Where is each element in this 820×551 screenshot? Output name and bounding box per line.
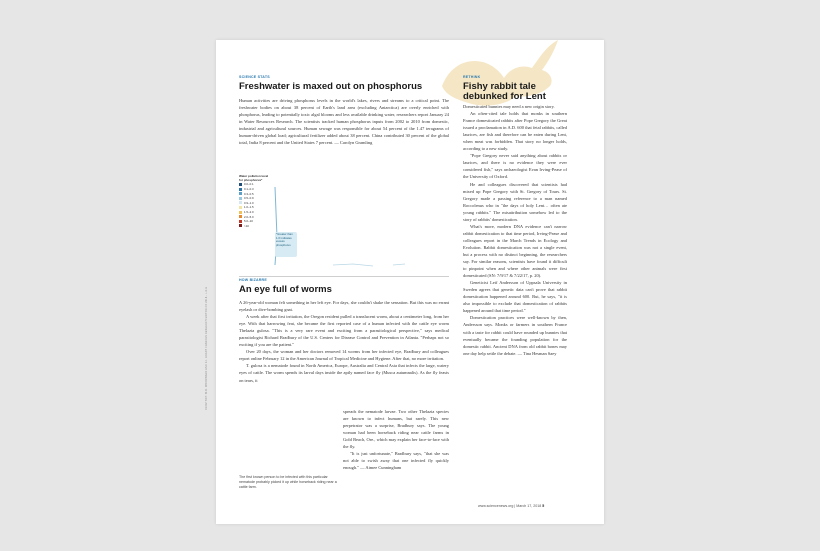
legend-label: 2.0–5.0 [244,214,254,219]
legend-label: 0.1–0.3 [244,187,254,192]
world-map-graphic [273,177,447,269]
article-body [463,103,567,357]
legend-label: >10 [244,223,249,228]
paragraph: A 26-year-old woman felt something in her left eye. For days, she couldn't shake the sensation. But this was no errant eyelash or dive-bombing gnat. [239,300,449,313]
legend-swatch [239,224,242,227]
paragraph: "Pope Gregory never said anything about rabbits or laurices, and there is no evidence they were ever considered fish," says archaeologist Evan Irving-Pease of the University of Oxford. [463,153,567,180]
article-title: Freshwater is maxed out on phosphorus [239,81,423,92]
article-body [239,97,449,146]
paragraph: "It is just unfortunate," Bradbury says, "that she was not able to swish away that one infected fly quickly enough." — Aimee Cunningham [343,451,449,471]
section-kicker: RETHINK [463,75,481,79]
legend-swatch [239,211,242,214]
phosphorus-map [239,175,449,273]
paragraph: An often-cited tale holds that monks in southern France domesticated rabbits after Pope Gregory the Great issued a proclamation in A.D. 600 that fetal rabbits, called laurices, are fish and therefore can be eaten during Lent, when meat was forbidden. That story no longer holds, according to a new study. [463,111,567,152]
legend-swatch [239,192,242,195]
legend-label: 0.5–0.9 [244,196,254,201]
magazine-page [205,40,604,524]
paragraph: spreads the nematode larvae. Two other Thelazia species are known to infect humans, but rarely. This new perpetrator was a surprise, Bradbury says. The young woman had been horseback riding near cattle farms in Gold Beach, Ore., which may explain her face-to-face with the fly. [343,409,449,450]
legend-swatch [239,188,242,191]
paragraph: What's more, modern DNA evidence can't narrow rabbit domestication to that time period, Irving-Pease and colleagues report in the March Trends in Ecology and Evolution. Rabbit domestication was not a single event, but a process with no distinct beginning, the researchers say. For similar reasons, scientists have found it difficult to pinpoint when and where other animals were first domesticated (SN: 7/9/17 & 7/22/17, p. 20). [463,223,567,279]
paragraph: He and colleagues discovered that scientists had mixed up Pope Gregory with St. Gregory of Tours. St. Gregory made a passing reference to a man named Roccolenus who in "the days of holy Lent… often ate young rabbits." The misattribution somehow led to the story of rabbits' domestication. [463,181,567,222]
section-divider [239,276,449,277]
paragraph: A week after that first irritation, the Oregon resident pulled a translucent worm, about a centimeter long, from her eye. With that harrowing feat, she became the first reported case of a human infected with the cattle eye worm Thelazia gulosa. "This is a very rare event and exciting from a parasitological perspective," says medical parasitologist Richard Bradbury of the U.S. Centers for Disease Control and Prevention in Atlanta. "Perhaps not so exciting if you are the patient." [239,314,449,348]
photo-caption: The first known person to be infected with this particular nematode probably picked it up while horseback riding near a cattle farm. [239,475,337,490]
page-number: 5 [542,504,545,508]
page-footer: www.sciencenews.org | March 17, 2018 5 [478,504,545,508]
legend-swatch [239,206,242,209]
article-deck: Domesticated bunnies may need a new origin story. [463,104,555,109]
legend-swatch [239,197,242,200]
legend-label: 0.0–0.1 [244,182,254,187]
section-kicker: HOW BIZARRE [239,278,267,282]
map-legend [239,175,273,228]
paragraph: Geneticist Leif Andersson of Uppsala University in Sweden agrees that genetic data can't prove that rabbit domestication happened around 600. But, he says, "it is also impossible to exclude that domestication of rabbits happened around that time period." [463,280,567,314]
paragraph: T. gulosa is a nematode found in North America, Europe, Australia and Central Asia that infects the large, watery eyes of cattle. The worm spends its larval days inside the aptly named face fly (Musca autumnalis). As the fly feasts on tears, it [239,363,449,383]
legend-swatch [239,201,242,204]
website-url[interactable]: www.sciencenews.org [478,504,514,508]
legend-swatch [239,183,242,186]
section-kicker: SCIENCE STATS [239,75,270,79]
legend-label: 5.0–10 [244,219,253,224]
article-title: Fishy rabbit tale debunked for Lent [463,81,546,102]
legend-title: Water pollution level for phosphorus* [239,174,269,182]
photo-credit: FROM TOP: W.M. WOODWARD AND K.I. GRANT FRANCES RESEARCH EDITOR OF 2018 - L.D.G [205,286,208,410]
legend-swatch [239,215,242,218]
paragraph: Domestication practices were well-known by then, Andersson says. Monks or farmers in southern France with a taste for rabbit could have rounded up bunnies that eventually became the founding population for the domestic rabbit. Ancient DNA from old rabbit bones may one day help settle the debate. — Tina Hesman Saey [463,315,567,356]
paragraph: Human activities are driving phosphorus levels in the world's lakes, rivers and streams to a critical point. The freshwater bodies on about 38 percent of Earth's land area (excluding Antarctica) are overly enriched with phosphorus, leading to potentially toxic algal blooms and less available drinking water, researchers report January 24 in Water Resources Research. The scientists tracked human phosphorus inputs from 2002 to 2010 from domestic, industrial and agricultural sources. Human sewage was responsible for about 54 percent of the 1.47 teragrams of human-driven global load; agricultural fertilizer added about 38 percent. China contributed 30 percent of the global total, India 8 percent and the United States 7 percent. — Carolyn Gramling [239,98,449,146]
legend-label: 0.3–0.5 [244,191,254,196]
article-body-continued [343,408,449,471]
legend-swatch [239,220,242,223]
issue-date: March 17, 2018 [516,504,542,508]
legend-label: 1.0–1.5 [244,205,254,210]
legend-label: 1.5–2.0 [244,210,254,215]
paragraph: Over 20 days, the woman and her doctors removed 14 worms from her infected eye, Bradbury and colleagues report online February 12 in the American Journal of Tropical Medicine and Hygiene. After that, no more irritation. [239,349,449,362]
article-body [239,299,449,384]
article-title: An eye full of worms [239,284,332,295]
legend-label: 0.9–1.0 [244,200,254,205]
map-callout: *Greater than 1.0 indicates excess phosphorus [275,232,297,257]
